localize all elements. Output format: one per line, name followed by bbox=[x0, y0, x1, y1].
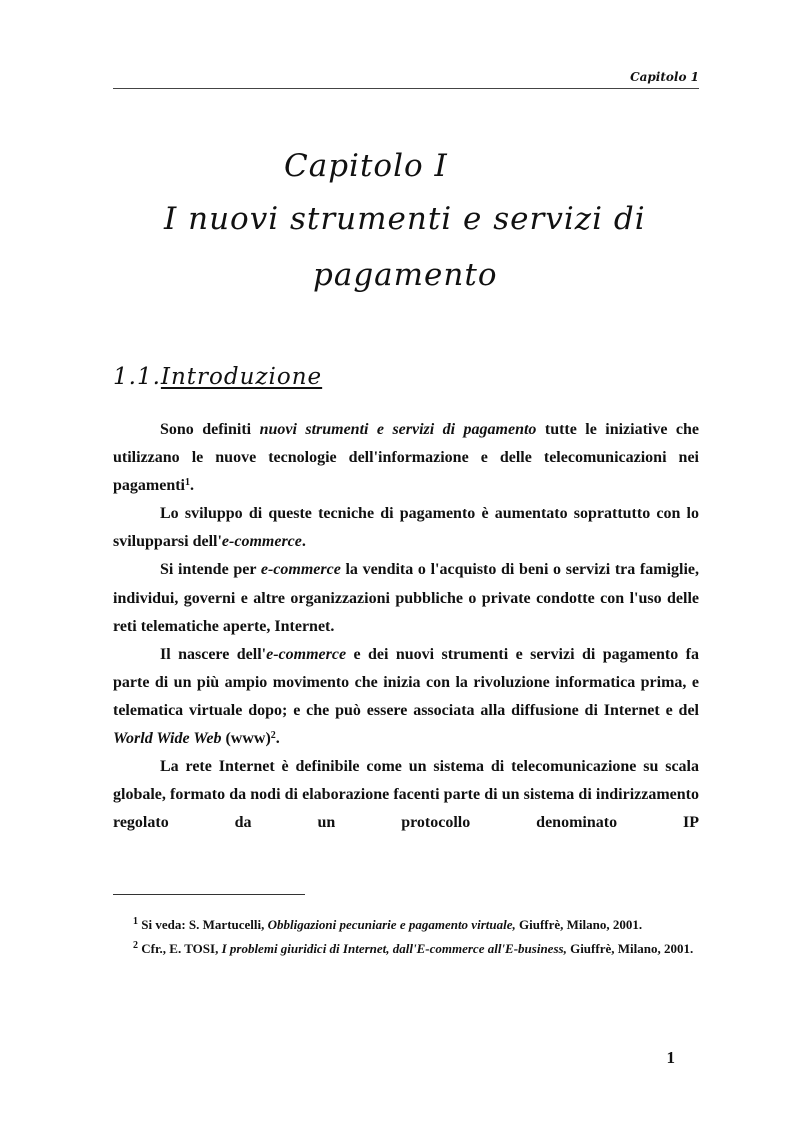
text-run: e dei nuovi strumenti e servizi di pagamento fa parte di un più ampio movimento che inizia con la rivoluzione informatica prima, e telematica virtuale dopo; e che può essere associata alla diffusione di Internet e del bbox=[113, 645, 700, 719]
text-run: Si veda: S. Martucelli, bbox=[138, 917, 268, 932]
footnote-mark: 1 bbox=[133, 916, 138, 927]
text-run: Sono definiti bbox=[160, 421, 260, 438]
text-run: . bbox=[301, 533, 306, 551]
footnote bbox=[113, 941, 699, 957]
text-run: Giuffrè, Milano, 2001. bbox=[515, 917, 643, 932]
emphasis: World Wide Web bbox=[113, 730, 222, 748]
text-run: . bbox=[190, 477, 194, 495]
section-title: Introduzione bbox=[160, 364, 323, 390]
section-number: 1.1. bbox=[113, 364, 161, 390]
text-run: Il nascere dell' bbox=[160, 645, 267, 663]
footnotes bbox=[113, 917, 699, 965]
footnote-mark: 2 bbox=[133, 940, 138, 951]
emphasis: e-commerce bbox=[260, 561, 341, 579]
footnote-ref: 2 bbox=[270, 730, 276, 742]
footnote-separator bbox=[113, 894, 305, 895]
text-run: Lo sviluppo di queste tecniche di pagamento è aumentato soprattutto con lo svilupparsi dell' bbox=[113, 505, 699, 551]
text-run: Cfr., E. TOSI, bbox=[138, 941, 222, 956]
emphasis: Obbligazioni pecuniarie e pagamento virtuale, bbox=[267, 917, 516, 932]
paragraph bbox=[113, 753, 699, 837]
paragraph bbox=[113, 641, 699, 753]
emphasis: e-commerce bbox=[266, 645, 347, 663]
page-number: 1 bbox=[666, 1048, 675, 1067]
chapter-number: Capitolo I bbox=[284, 148, 448, 184]
paragraph bbox=[113, 416, 699, 500]
text-run: . bbox=[275, 730, 280, 748]
text-run: Si intende per bbox=[160, 561, 261, 579]
paragraph bbox=[113, 500, 699, 556]
text-run: Giuffrè, Milano, 2001. bbox=[566, 941, 694, 956]
emphasis: e-commerce bbox=[221, 533, 302, 551]
section-heading bbox=[113, 364, 322, 390]
text-run: tutte le iniziative che utilizzano le nuove tecnologie dell'informazione e delle telecomunicazioni nei pagamenti bbox=[113, 421, 700, 495]
emphasis: I problemi giuridici di Internet, dall'E-commerce all'E-business, bbox=[221, 941, 567, 956]
body-text bbox=[113, 416, 699, 837]
running-head: Capitolo 1 bbox=[113, 70, 699, 89]
chapter-title-line-1: I nuovi strumenti e servizi di bbox=[164, 201, 646, 237]
paragraph bbox=[113, 556, 699, 640]
emphasis: nuovi strumenti e servizi di pagamento bbox=[259, 421, 537, 438]
chapter-title-line-2: pagamento bbox=[313, 257, 498, 293]
text-run: (www) bbox=[221, 730, 271, 748]
text-run: La rete Internet è definibile come un sistema di telecomunicazione su scala globale, formato da nodi di elaborazione facenti parte di un sistema di indirizzamento regolato da un protocollo denominato IP bbox=[113, 758, 699, 832]
text-run: la vendita o l'acquisto di beni o servizi tra famiglie, individui, governi e altre organizzazioni pubbliche o private condotte con l'uso delle reti telematiche aperte, Internet. bbox=[113, 561, 700, 635]
footnote bbox=[113, 917, 699, 933]
footnote-ref: 1 bbox=[185, 477, 190, 489]
